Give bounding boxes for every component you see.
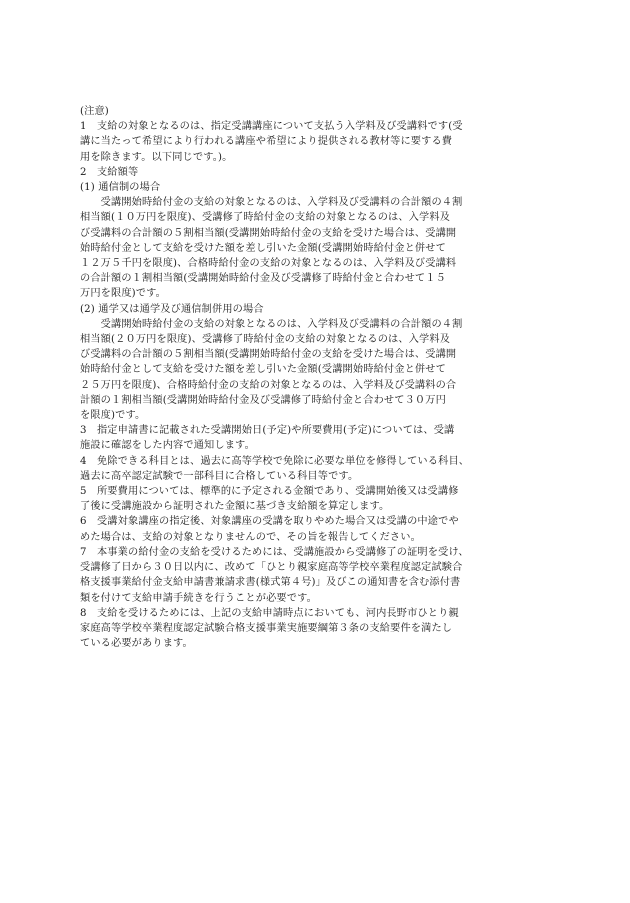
note-n1 xyxy=(80,119,552,165)
note-line: 始時給付金として支給を受けた額を差し引いた金額(受講開始時給付金と併せて xyxy=(80,364,446,376)
notes-list xyxy=(80,119,552,651)
note-n3 xyxy=(80,423,552,453)
note-n2-1 xyxy=(80,180,552,302)
note-line: １２万５千円を限度)、合格時給付金の支給の対象となるのは、入学料及び受講料 xyxy=(80,258,457,270)
note-line: 施設に確認をした内容で通知します。 xyxy=(80,440,255,452)
note-line: 家庭高等学校卒業程度認定試験合格支援事業実施要綱第３条の支給要件を満たし xyxy=(80,622,453,634)
note-line: 格支援事業給付金支給申請書兼請求書(様式第４号)」及びこの通知書を含む添付書 xyxy=(80,577,461,589)
note-line: 用を除きます。以下同じです。)。 xyxy=(80,151,233,163)
note-line: び受講料の合計額の５割相当額(受講開始時給付金の支給を受けた場合は、受講開 xyxy=(80,349,457,361)
note-line: 3 指定申請書に記載された受講開始日(予定)や所要費用(予定)については、受講 xyxy=(80,425,455,437)
note-line: 万円を限度)です。 xyxy=(80,288,167,300)
note-line: 2 支給額等 xyxy=(80,166,139,178)
note-line: ている必要があります。 xyxy=(80,638,193,650)
note-line: 了後に受講施設から証明された金額に基づき支給額を算定します。 xyxy=(80,501,390,513)
notes-section xyxy=(80,104,552,651)
note-line: 類を付けて支給申請手続きを行うことが必要です。 xyxy=(80,592,317,604)
note-line: めた場合は、支給の対象となりませんので、その旨を報告してください。 xyxy=(80,531,421,543)
note-n2-2 xyxy=(80,302,552,424)
note-line: の合計額の１割相当額(受講開始時給付金及び受講修了時給付金と合わせて１５ xyxy=(80,273,446,285)
note-n8 xyxy=(80,606,552,652)
notes-heading: (注意) xyxy=(80,106,109,117)
note-line: 受講修了日から３０日以内に、改めて「ひとり親家庭高等学校卒業程度認定試験合 xyxy=(80,562,463,574)
note-line: 5 所要費用については、標準的に予定される金額であり、受講開始後又は受講修 xyxy=(80,486,459,498)
note-line: 相当額(２０万円を限度)、受講修了時給付金の支給の対象となるのは、入学料及 xyxy=(80,334,451,346)
note-line: 過去に高卒認定試験で一部科目に合格している科目等です。 xyxy=(80,470,359,482)
note-line: (1) 通信制の場合 xyxy=(80,182,161,194)
note-line: 相当額(１０万円を限度)、受講修了時給付金の支給の対象となるのは、入学料及 xyxy=(80,212,451,224)
note-line: 講に当たって希望により行われる講座や希望により提供される教材等に要する費 xyxy=(80,136,453,148)
note-n2 xyxy=(80,165,552,180)
note-n6 xyxy=(80,514,552,544)
note-n5 xyxy=(80,484,552,514)
note-line: 4 免除できる科目とは、過去に高等学校で免除に必要な単位を修得している科目、 xyxy=(80,455,470,467)
note-n4 xyxy=(80,454,552,484)
note-line: を限度)です。 xyxy=(80,410,146,422)
note-line: 6 受講対象講座の指定後、対象講座の受講を取りやめた場合又は受講の中途でや xyxy=(80,516,459,528)
note-line: 8 支給を受けるためには、上記の支給申請時点においても、河内長野市ひとり親 xyxy=(80,607,459,619)
note-line: ２５万円を限度)、合格時給付金の支給の対象となるのは、入学料及び受講料の合 xyxy=(80,379,457,391)
note-line: (2) 通学又は通学及び通信制併用の場合 xyxy=(80,303,264,315)
note-line: 1 支給の対象となるのは、指定受講講座について支払う入学料及び受講料です(受 xyxy=(80,121,463,133)
note-n7 xyxy=(80,545,552,606)
note-line: び受講料の合計額の５割相当額(受講開始時給付金の支給を受けた場合は、受講開 xyxy=(80,227,457,239)
note-line: 計額の１割相当額(受講開始時給付金及び受講修了時給付金と合わせて３０万円 xyxy=(80,394,446,406)
note-line: 受講開始時給付金の支給の対象となるのは、入学料及び受講料の合計額の４割 xyxy=(80,197,463,209)
note-line: 受講開始時給付金の支給の対象となるのは、入学料及び受講料の合計額の４割 xyxy=(80,318,463,330)
note-line: 始時給付金として支給を受けた額を差し引いた金額(受講開始時給付金と併せて xyxy=(80,242,446,254)
note-line: 7 本事業の給付金の支給を受けるためには、受講施設から受講修了の証明を受け、 xyxy=(80,546,469,558)
